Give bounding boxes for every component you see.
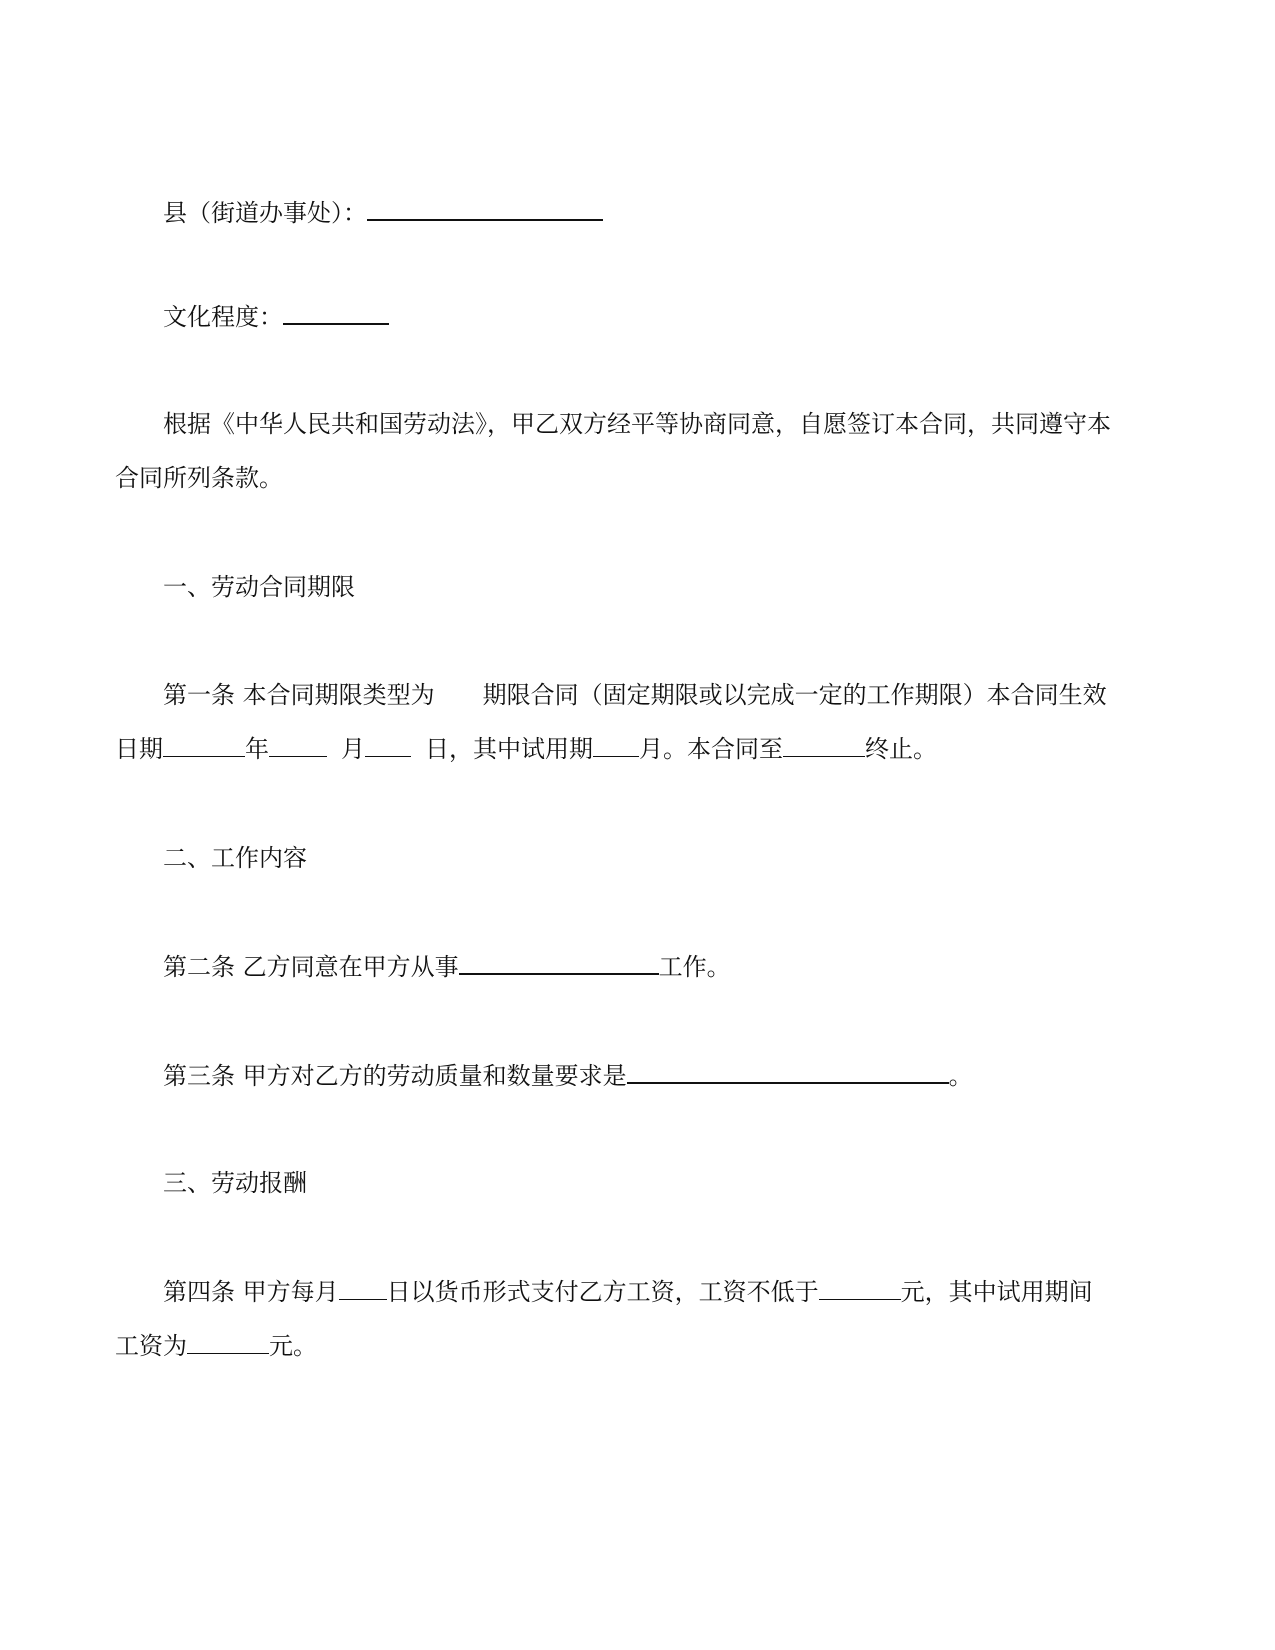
article-4-line-2 bbox=[115, 1331, 1160, 1361]
end-label: 终止。 bbox=[865, 735, 937, 763]
article-3-text-b: 。 bbox=[948, 1062, 973, 1090]
day-probation-label: 日，其中试用期 bbox=[425, 735, 593, 763]
month-blank[interactable] bbox=[269, 734, 327, 757]
county-blank[interactable] bbox=[367, 197, 603, 221]
section-2-title-text: 二、工作内容 bbox=[163, 844, 307, 872]
article-3-line bbox=[115, 1060, 1208, 1091]
education-line bbox=[115, 301, 1208, 332]
year-blank[interactable] bbox=[163, 734, 245, 757]
quality-requirement-blank[interactable] bbox=[627, 1060, 949, 1084]
section-3-title-text: 三、劳动报酬 bbox=[163, 1169, 307, 1197]
preamble-line-1 bbox=[115, 409, 1208, 439]
article-3-text-a: 第三条 甲方对乙方的劳动质量和数量要求是 bbox=[163, 1062, 627, 1090]
end-date-blank[interactable] bbox=[783, 734, 865, 757]
section-1-title-text: 一、劳动合同期限 bbox=[163, 573, 355, 601]
article-1-line-1 bbox=[115, 680, 1208, 710]
preamble-text-2: 合同所列条款。 bbox=[115, 464, 283, 492]
article-1-text-b: 期限合同（固定期限或以完成一定的工作期限）本合同生效 bbox=[482, 681, 1107, 709]
min-wage-blank[interactable] bbox=[819, 1277, 901, 1300]
day-blank[interactable] bbox=[365, 734, 411, 757]
article-4-text-d: 工资为 bbox=[115, 1332, 187, 1360]
pay-day-blank[interactable] bbox=[339, 1277, 387, 1300]
article-4-text-b: 日以货币形式支付乙方工资，工资不低于 bbox=[386, 1278, 819, 1306]
education-blank[interactable] bbox=[283, 301, 389, 325]
effective-date-label: 日期 bbox=[115, 735, 163, 763]
county-line bbox=[115, 197, 1208, 228]
article-1-text-a: 第一条 本合同期限类型为 bbox=[163, 681, 435, 709]
article-4-text-c: 元，其中试用期间 bbox=[900, 1278, 1093, 1306]
month-label: 月 bbox=[341, 735, 365, 763]
preamble-text-1: 根据《中华人民共和国劳动法》，甲乙双方经平等协商同意，自愿签订本合同，共同遵守本 bbox=[163, 410, 1111, 438]
section-1-title bbox=[115, 572, 1208, 602]
article-4-text-a: 第四条 甲方每月 bbox=[163, 1278, 339, 1306]
article-2-text-b: 工作。 bbox=[658, 953, 731, 981]
year-label: 年 bbox=[245, 735, 269, 763]
article-1-line-2 bbox=[115, 734, 1160, 764]
probation-month-blank[interactable] bbox=[593, 734, 639, 757]
article-4-line-1 bbox=[115, 1277, 1208, 1307]
contract-until-label: 月。本合同至 bbox=[639, 735, 783, 763]
section-3-title bbox=[115, 1168, 1208, 1198]
job-blank[interactable] bbox=[459, 951, 659, 975]
county-label: 县（街道办事处）： bbox=[163, 199, 367, 227]
article-2-line bbox=[115, 951, 1208, 982]
article-2-text-a: 第二条 乙方同意在甲方从事 bbox=[163, 953, 459, 981]
section-2-title bbox=[115, 843, 1208, 873]
education-label: 文化程度： bbox=[163, 303, 283, 331]
probation-wage-blank[interactable] bbox=[187, 1331, 269, 1354]
article-4-text-e: 元。 bbox=[269, 1332, 317, 1360]
preamble-line-2 bbox=[115, 463, 1160, 493]
